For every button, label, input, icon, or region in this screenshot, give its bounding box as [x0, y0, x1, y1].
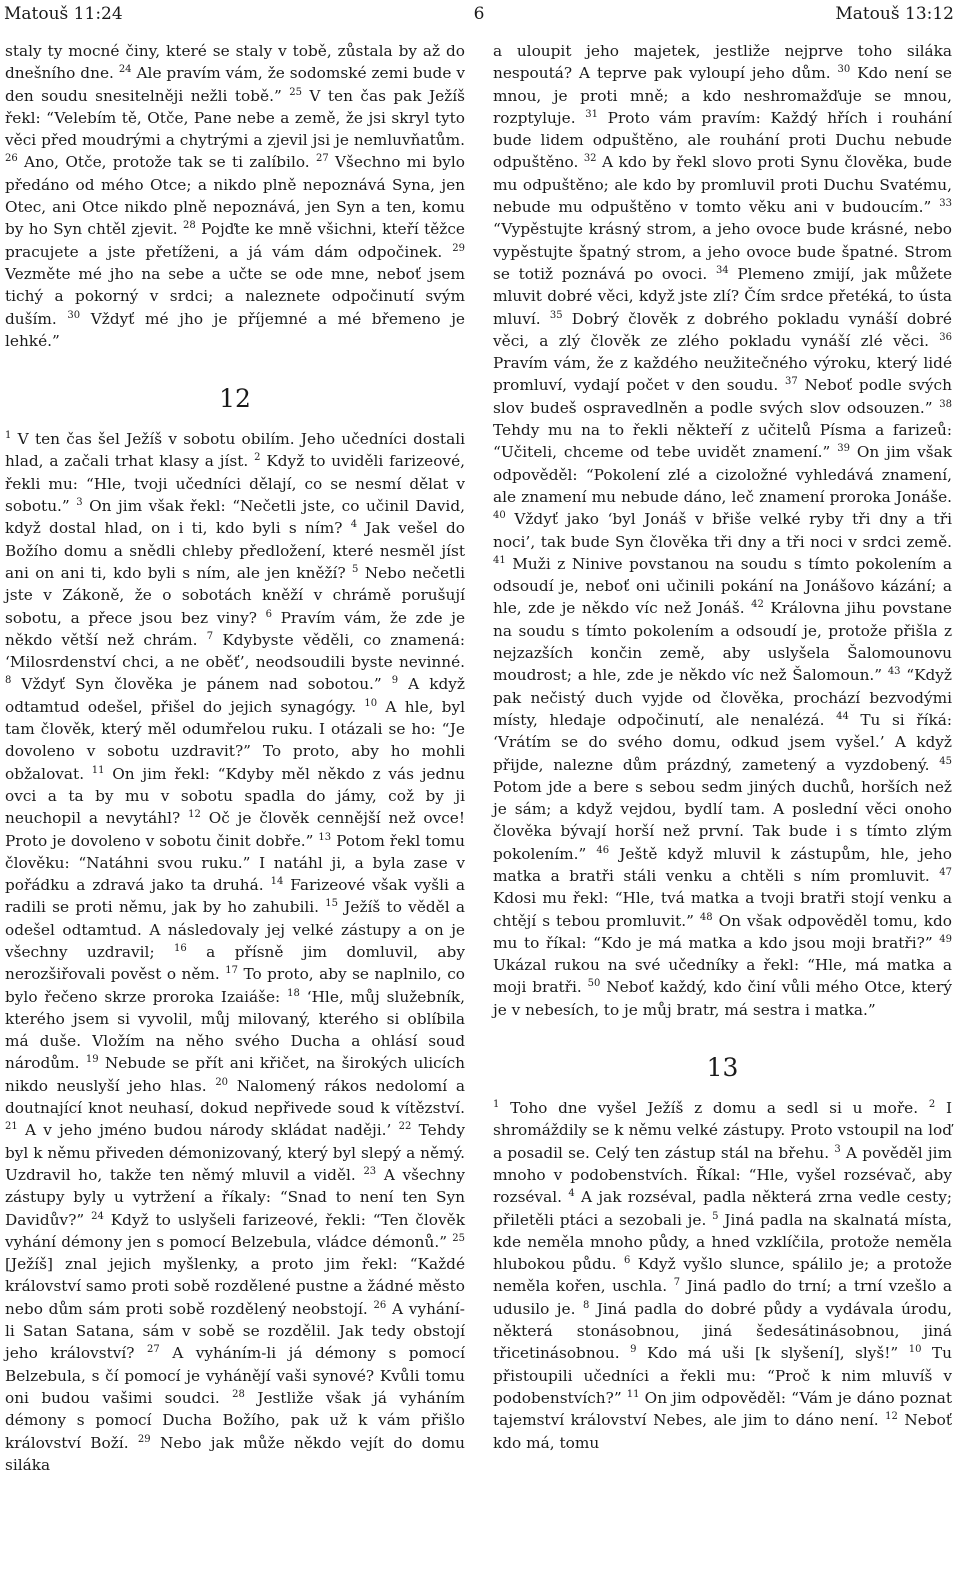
verse-number: 6	[623, 1255, 631, 1267]
verse-number: 37	[785, 376, 798, 388]
verse-number: 9	[391, 675, 399, 687]
verse-text: A kdo by řekl slovo proti Synu člověka, bude mu odpuštěno; ale kdo by promluvil proti Duchu Svatému, nebude mu odpuštěno v tomto věku ani v budoucím.”	[493, 153, 952, 217]
verse-number: 14	[270, 876, 284, 887]
verse-number: 30	[67, 309, 81, 321]
verse-number: 36	[939, 331, 952, 343]
verse-text: Farizeové však vyšli a radili se proti němu, jak by ho zahubili.	[5, 876, 465, 917]
verse-number: 11	[626, 1388, 640, 1400]
verse-text: On jim však odpověděl: “Pokolení zlé a cizoložné vyhledává znamení, ale znamení mu nebude dáno, leč znamení proroka Jonáše.	[493, 443, 952, 506]
verse-number: 24	[118, 64, 132, 76]
chapter-heading: 13	[706, 1053, 739, 1083]
verse-text: Jestliže však já vyháním démony s pomocí Ducha Božího, pak už k vám přišlo království Boží.	[5, 1388, 465, 1452]
verse-number: 16	[174, 942, 187, 954]
verse-number: 7	[673, 1277, 681, 1289]
verse-number: 31	[585, 108, 598, 120]
verse-text: Jiná padla na skalnatá místa, kde neměla mnoho půdy, a hned vzklíčila, protože neměla hlubokou půdu.	[493, 1210, 952, 1274]
verse-text: Plemeno zmijí, jak můžete mluvit dobré věci, když jste zlí? Čím srdce přetéká, to ústa mluví.	[493, 264, 952, 328]
verse-text: Ještě když mluvil k zástupům, hle, jeho matka a bratři stáli venku a chtěli s ním promluvit.	[493, 844, 952, 885]
verse-text: A hle, byl tam člověk, který měl odumřelou ruku. I otázali se ho: “Je dovoleno v sobotu uzdravit?” To proto, aby ho mohli obžalovat.	[5, 697, 465, 783]
verse-number: 33	[939, 197, 952, 209]
verse-text: I shromáždily se k němu velké zástupy. Proto vstoupil na loď a posadil se. Celý ten zástup stál na břehu.	[493, 1099, 952, 1162]
verse-text: Když to uslyšeli farizeové, řekli: “Ten člověk vyhání démony jen s pomocí Belzebula, vládce démonů.”	[5, 1210, 465, 1251]
verse-text: Kdo má uši [k slyšení], slyš!”	[646, 1344, 899, 1363]
verse-number: 40	[493, 510, 506, 522]
verse-text: V ten čas pak Ježíš řekl: “Velebím tě, Otče, Pane nebe a země, že jsi skryl tyto věci před moudrými a chytrými a zjevil jsi je nemluvňatům.	[5, 86, 465, 150]
verse-number: 46	[596, 844, 610, 856]
verse-number: 30	[837, 64, 851, 76]
verse-number: 34	[715, 264, 729, 276]
verse-number: 7	[206, 630, 214, 642]
verse-number: 28	[183, 220, 196, 232]
verse-number: 28	[232, 1388, 245, 1400]
verse-number: 42	[751, 599, 764, 611]
verse-number: 12	[885, 1411, 898, 1423]
verse-text: Neboť každý, kdo činí vůli mého Otce, který je v nebesích, to je můj bratr, má sestra i matka.”	[493, 978, 952, 1019]
verse-number: 44	[836, 710, 849, 722]
verse-number: 3	[76, 496, 83, 508]
verse-text: Když to uviděli farizeové, řekli mu: “Hle, tvoji učedníci dělají, co se nesmí dělat v sobotu.”	[5, 452, 465, 516]
verse-number: 5	[352, 563, 359, 575]
verse-number: 6	[265, 608, 272, 620]
verse-text: Ježíš to věděl a odešel odtamtud. A následovaly jej velké zástupy a on je všechny uzdravil;	[5, 898, 465, 961]
chapter-heading: 12	[219, 384, 251, 414]
verse-text: Ale pravím vám, že sodomské zemi bude v den soudu snesitelněji nežli tobě.”	[5, 64, 465, 105]
verse-number: 5	[712, 1210, 719, 1222]
left-column	[5, 40, 465, 1476]
verse-number: 18	[287, 987, 300, 999]
verse-number: 38	[939, 398, 952, 410]
verse-number: 20	[215, 1076, 229, 1088]
verse-number: 19	[85, 1054, 99, 1066]
verse-text: On jim však řekl: “Nečetli jste, co učinil David, když dostal hlad, on i ti, kdo byli s ním?	[5, 497, 465, 538]
verse-number: 10	[364, 697, 378, 709]
verse-text: Potom jde a bere s sebou sedm jiných duchů, horších než je sám; a když vejdou, bydlí tam. A poslední věci onoho člověka bývají horší než první. Tak bude i s tímto zlým pokolením.”	[493, 777, 952, 863]
verse-text: On jim odpověděl: “Vám je dáno poznat tajemství království Nebes, ale jim to dáno není.	[493, 1388, 952, 1430]
verse-text: Kdo není se mnou, je proti mně; a kdo neshromažďuje se mnou, rozptyluje.	[493, 64, 952, 127]
verse-text: “Vypěstujte krásný strom, a jeho ovoce bude krásné, nebo vypěstujte špatný strom, a jeho ovoce bude špatné. Strom se totiž poznává po ovoci.	[493, 220, 952, 283]
verse-text: Pojďte ke mně všichni, kteří těžce pracujete a jste přetíženi, a já vám dám odpočinek.	[5, 220, 465, 261]
verse-number: 1	[5, 430, 12, 442]
verse-number: 43	[887, 666, 901, 678]
verse-text: Nalomený rákos nedolomí a doutnající knot neuhasí, dokud nepřivede soud k vítězství.	[5, 1076, 465, 1118]
verse-number: 17	[225, 965, 238, 977]
verse-text: Nebo jak může někdo vejít do domu siláka	[5, 1433, 465, 1474]
verse-text: A když odtamtud odešel, přišel do jejich synagógy.	[5, 675, 465, 716]
verse-number: 48	[699, 911, 713, 923]
verse-text: Toho dne vyšel Ježíš z domu a sedl si u moře.	[510, 1099, 919, 1118]
verse-text: Neboť podle svých slov budeš ospravedlněn a podle svých slov odsouzen.”	[493, 376, 952, 417]
verse-text: Vezměte mé jho na sebe a učte se ode mne, neboť jsem tichý a pokorný v srdci; a naleznete odpočinutí svým duším.	[5, 264, 465, 328]
verse-number: 9	[630, 1344, 637, 1356]
verse-number: 49	[939, 933, 952, 945]
paragraph-after	[493, 1097, 952, 1454]
verse-number: 2	[928, 1098, 936, 1110]
verse-text: A v jeho jméno budou národy skládat naději.’	[24, 1121, 392, 1140]
verse-number: 12	[188, 809, 201, 821]
verse-number: 45	[939, 755, 952, 767]
header-right-reference: Matouš 13:12	[835, 4, 954, 24]
verse-text: Pravím vám, že zde je někdo větší než chrám.	[5, 608, 465, 649]
verse-number: 24	[91, 1210, 104, 1222]
verse-text: Tehdy byl k němu přiveden démonizovaný, který byl slepý a němý. Uzdravil ho, takže ten němý mluvil a viděl.	[5, 1121, 465, 1184]
verse-text: Tu si říká: ‘Vrátím se do svého domu, odkud jsem vyšel.’ A když přijde, nalezne dům prázdný, zametený a vyzdobený.	[493, 710, 952, 774]
running-header	[4, 3, 954, 25]
verse-number: 50	[587, 978, 601, 990]
verse-number: 47	[939, 866, 952, 878]
verse-text: A pověděl jim mnoho v podobenstvích. Říkal: “Hle, vyšel rozsévač, aby rozséval.	[493, 1143, 952, 1207]
verse-text: Jiná padlo do trní; a trní vzešlo a udusilo je.	[493, 1277, 952, 1318]
verse-text: A vyhání-li Satan Satana, sám v sobě se rozdělil. Jak tedy obstojí jeho království?	[5, 1299, 465, 1363]
verse-text: Pravím vám, že z každého neužitečného výroku, který lidé promluví, vydají počet v den soudu.	[493, 354, 952, 395]
verse-number: 29	[137, 1433, 151, 1445]
verse-text: Potom řekl tomu člověku: “Natáhni svou ruku.” I natáhl ji, a byla zase v pořádku a zdravá jako ta druhá.	[5, 831, 465, 895]
verse-text: a přísně jim domluvil, aby nerozšiřovali pověst o něm.	[5, 942, 465, 984]
verse-number: 11	[91, 764, 105, 776]
verse-number: 10	[908, 1344, 922, 1356]
verse-text: Dobrý člověk z dobrého pokladu vynáší dobré věci, a zlý člověk ze zlého pokladu vynáší zlé věci.	[493, 309, 952, 350]
verse-text: a uloupit jeho majetek, jestliže nejprve toho siláka nespoutá? A teprve pak vyloupí jeho dům.	[493, 42, 952, 83]
verse-number: 41	[493, 554, 506, 566]
verse-text: Všechno mi bylo předáno od mého Otce; a nikdo plně nepoznává Syna, jen Otec, ani Otce nikdo plně nepoznává, jen Syn a ten, komu by ho Syn chtěl zjevit.	[5, 153, 465, 239]
verse-text: Ano, Otče, protože tak se ti zalíbilo.	[24, 153, 310, 172]
verse-number: 3	[834, 1143, 841, 1155]
verse-text: V ten čas šel Ježíš v sobotu obilím. Jeho učedníci dostali hlad, a začali trhat klasy a jíst.	[5, 430, 465, 471]
paragraph-before	[5, 40, 465, 352]
verse-text: Nebo nečetli jste v Zákoně, že o sobotách kněží v chrámě porušují sobotu, a přece jsou bez viny?	[5, 563, 465, 627]
verse-text: Muži z Ninive povstanou na soudu s tímto pokolením a odsoudí je, neboť oni učinili pokání na Jonášovo kázání; a hle, zde je někdo víc než Jonáš.	[493, 554, 952, 618]
verse-text: To proto, aby se naplnilo, co bylo řečeno skrze proroka Izaiáše:	[5, 965, 465, 1006]
verse-number: 4	[568, 1188, 575, 1200]
verse-text: Vždyť jako ‘byl Jonáš v břiše velké ryby tři dny a tři noci’, tak bude Syn člověka tři dny a tři noci v srdci země.	[493, 510, 952, 551]
verse-text: Neboť kdo má, tomu	[493, 1411, 952, 1452]
verse-text: Oč je člověk cennější než ovce! Proto je dovoleno v sobotu činit dobře.”	[5, 809, 465, 850]
verse-number: 8	[5, 675, 12, 687]
verse-number: 23	[363, 1165, 377, 1177]
verse-text: [Ježíš] znal jejich myšlenky, a proto jim řekl: “Každé království samo proti sobě rozdělené pustne a žádné město nebo dům sám proti sobě rozdělený neobstojí.	[5, 1255, 465, 1318]
verse-text: Vždyť Syn člověka je pánem nad sobotou.”	[21, 675, 382, 694]
verse-number: 8	[582, 1299, 590, 1311]
verse-number: 2	[254, 452, 261, 464]
verse-number: 26	[373, 1299, 387, 1311]
verse-text: “Když pak nečistý duch vyjde od člověka, prochází bezvodými místy, hledaje odpočinutí, ale nenalézá.	[493, 666, 952, 729]
verse-number: 27	[146, 1344, 160, 1356]
verse-text: staly ty mocné činy, které se staly v tobě, zůstala by až do dnešního dne.	[5, 42, 465, 83]
verse-text: Kdosi mu řekl: “Hle, tvá matka a tvoji bratři stojí venku a chtějí s tebou promluvit.”	[493, 889, 952, 930]
verse-number: 27	[315, 153, 329, 165]
right-column	[493, 40, 952, 1454]
verse-number: 22	[398, 1121, 412, 1133]
verse-text: Ukázal rukou na své učedníky a řekl: “Hle, má matka a moji bratři.	[493, 956, 952, 997]
verse-text: Proto vám pravím: Každý hřích i rouhání bude lidem odpuštěno, ale rouhání proti Duchu nebude odpuštěno.	[493, 108, 952, 172]
verse-text: A vyháním-li já démony s pomocí Belzebula, s čí pomocí je vyhánějí vaši synové? Kvůli tomu oni budou vašimi soudci.	[5, 1344, 465, 1407]
verse-text: Nebude se přít ani křičet, na širokých ulicích nikdo neuslyší jeho hlas.	[5, 1054, 465, 1095]
verse-number: 39	[837, 443, 850, 455]
verse-number: 13	[318, 831, 332, 843]
verse-text: ‘Hle, můj služebník, kterého jsem si vyvolil, můj milovaný, kterého si oblíbila má duše. Vložím na něho svého Ducha a ohlásí soud národům.	[5, 987, 465, 1073]
verse-text: Tu přistoupili učedníci a řekli mu: “Proč k nim mluvíš v podobenstvích?”	[493, 1344, 952, 1407]
verse-number: 35	[549, 309, 563, 321]
page-number: 6	[473, 4, 485, 24]
verse-text: On jim řekl: “Kdyby měl někdo z vás jednu ovci a ta by mu v sobotu spadla do jámy, což by ji neuchopil a nevytáhl?	[5, 764, 465, 828]
verse-number: 21	[5, 1121, 18, 1133]
verse-number: 25	[452, 1232, 465, 1244]
verse-text: Když vyšlo slunce, spálilo je; a protože neměla kořen, uschla.	[493, 1255, 952, 1296]
verse-text: On však odpověděl tomu, kdo mu to říkal: “Kdo je má matka a kdo jsou moji bratři?”	[493, 911, 952, 952]
verse-text: Vždyť mé jho je příjemné a mé břemeno je lehké.”	[5, 309, 465, 350]
paragraph-after	[5, 428, 465, 1476]
verse-text: A jak rozséval, padla některá zrna vedle cesty; přiletěli ptáci a sezobali je.	[493, 1188, 952, 1229]
verse-number: 29	[452, 242, 465, 254]
verse-text: Jiná padla do dobré půdy a vydávala úrodu, některá stonásobnou, jiná šedesátinásobnou, jiná třicetinásobnou.	[493, 1299, 952, 1363]
verse-number: 15	[325, 898, 339, 910]
verse-text: Královna jihu povstane na soudu s tímto pokolením a odsoudí je, protože přišla z nejzazších končin země, aby uslyšela Šalomounovu moudrost; a hle, zde je někdo víc než Šalomoun.”	[493, 599, 952, 685]
header-left-reference: Matouš 11:24	[4, 4, 123, 24]
verse-number: 25	[289, 86, 302, 98]
verse-number: 1	[493, 1098, 500, 1110]
verse-text: Kdybyste věděli, co znamená: ‘Milosrdenství chci, a ne oběť’, neodsoudili byste nevinné.	[5, 630, 465, 672]
paragraph-before	[493, 40, 952, 1021]
verse-text: Jak vešel do Božího domu a snědli chleby předložení, které nesměl jíst ani on ani ti, kdo byli s ním, ale jen kněží?	[5, 519, 465, 582]
verse-text: Tehdy mu na to řekli někteří z učitelů Písma a farizeů: “Učiteli, chceme od tebe uvidět znamení.”	[493, 421, 952, 462]
verse-number: 26	[5, 153, 18, 165]
verse-number: 4	[350, 519, 358, 531]
verse-text: A všechny zástupy byly u vytržení a říkaly: “Snad to není ten Syn Davidův?”	[5, 1165, 465, 1229]
verse-number: 32	[583, 153, 597, 165]
